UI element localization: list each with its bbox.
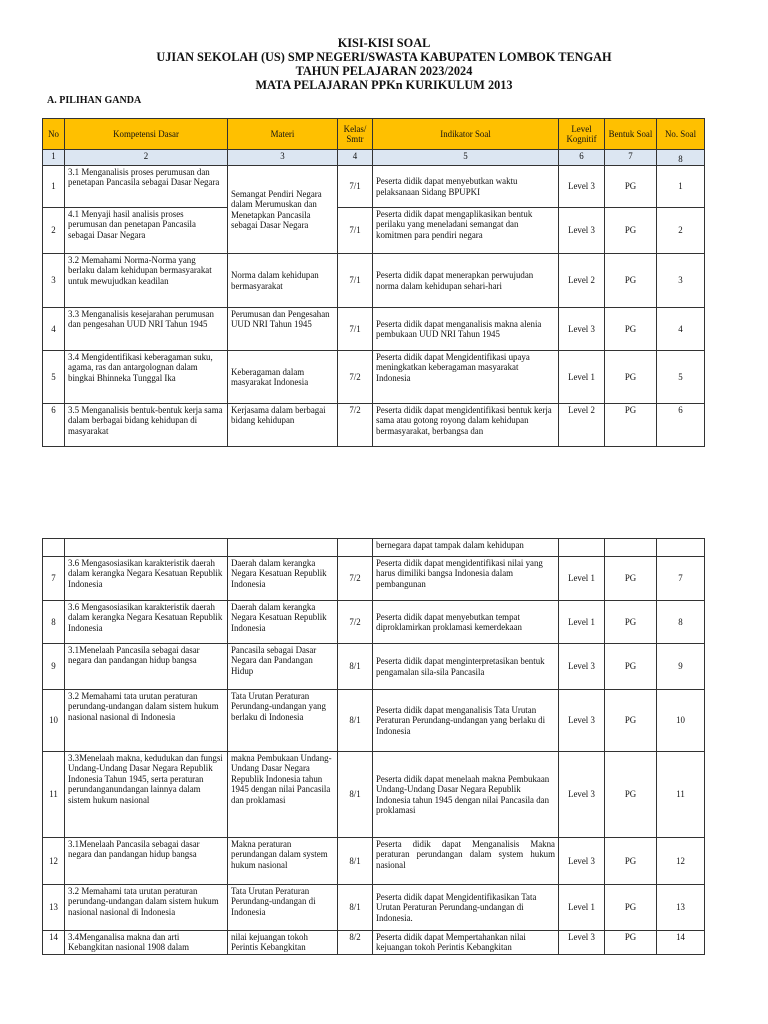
cell-bentuk: PG	[605, 601, 657, 644]
cell-kelas: 8/1	[338, 885, 373, 931]
school-year: TAHUN PELAJARAN 2023/2024	[295, 64, 473, 78]
table-row	[43, 166, 705, 208]
cell-kelas: 8/1	[338, 838, 373, 885]
cell-bentuk: PG	[605, 351, 657, 404]
cell-kd: 3.1Menelaah Pancasila sebagai dasar negara dan pandangan hidup bangsa	[65, 838, 228, 885]
cell-indikator: Peserta didik dapat menerapkan perwujudan norma dalam kehidupan sehari-hari	[373, 254, 559, 308]
cell-kelas: 7/1	[338, 208, 373, 254]
cell-indikator: Peserta didik dapat menganalisis makna alenia pembukaan UUD NRI Tahun 1945	[373, 308, 559, 351]
table-row	[43, 254, 705, 308]
table-row	[43, 404, 705, 447]
cell-bentuk: PG	[605, 690, 657, 752]
cell-materi: Daerah dalam kerangka Negara Kesatuan Republik Indonesia	[228, 601, 338, 644]
table-row	[43, 644, 705, 690]
cell-kelas: 7/1	[338, 166, 373, 208]
col-header-no: No	[43, 119, 65, 150]
cell-materi: Makna peraturan perundangan dalam system hukum nasional	[228, 838, 338, 885]
cell-materi: Pancasila sebagai Dasar Negara dan Pandangan Hidup	[228, 644, 338, 690]
cell-level: Level 2	[559, 404, 605, 447]
cell-indikator: Peserta didik dapat menyebutkan tempat diproklamirkan proklamasi kemerdekaan	[373, 601, 559, 644]
cell-nosoal: 14	[657, 931, 705, 955]
cell-no: 4	[43, 308, 65, 351]
cell-nosoal: 11	[657, 752, 705, 838]
cell-level: Level 1	[559, 557, 605, 601]
cell-bentuk: PG	[605, 885, 657, 931]
cell-indikator: Peserta didik dapat mengaplikasikan bentuk perilaku yang meneladani semangat dan komitmen para pendiri negara	[373, 208, 559, 254]
cell-kelas: 8/1	[338, 644, 373, 690]
cell-bentuk: PG	[605, 752, 657, 838]
cell-materi: Tata Urutan Peraturan Perundang-undangan di Indonesia	[228, 885, 338, 931]
cell-indikator: Peserta didik dapat Mengidentifikasi upaya meningkatkan keberagaman masyarakat Indonesia	[373, 351, 559, 404]
cell-no: 3	[43, 254, 65, 308]
cell-kd: 3.2 Memahami Norma-Norma yang berlaku dalam kehidupan bermasyarakat untuk mewujudkan keadilan	[65, 254, 228, 308]
cell-level: Level 1	[559, 885, 605, 931]
cell-level: Level 3	[559, 931, 605, 955]
col-header-materi: Materi	[228, 119, 338, 150]
cell-indikator: Peserta didik dapat mengidentifikasi bentuk kerja sama atau gotong royong dalam kehidupan bermasyarakat, berbangsa dan	[373, 404, 559, 447]
cell-indikator: Peserta didik dapat Mengidentifikasikan Tata Urutan Peraturan Perundang-undangan di Indonesia.	[373, 885, 559, 931]
cell-indikator: Peserta didik dapat menyebutkan waktu pelaksanaan Sidang BPUPKI	[373, 166, 559, 208]
cell-level: Level 1	[559, 601, 605, 644]
col-header-kelas: Kelas/ Smtr	[338, 119, 373, 150]
cell-nosoal: 7	[657, 557, 705, 601]
grid-table-page2	[42, 538, 705, 955]
cell-level: Level 3	[559, 308, 605, 351]
cell-nosoal: 3	[657, 254, 705, 308]
cell-kelas: 8/1	[338, 690, 373, 752]
cell-materi: makna Pembukaan Undang-Undang Dasar Negara Republik Indonesia tahun 1945 dengan nilai Pancasila dan proklamasi	[228, 752, 338, 838]
cell-bentuk: PG	[605, 166, 657, 208]
cell-no: 12	[43, 838, 65, 885]
cell-no: 10	[43, 690, 65, 752]
col-header-kompetensi: Kompetensi Dasar	[65, 119, 228, 150]
column-number-row	[43, 150, 705, 166]
table-row	[43, 351, 705, 404]
col-num: 3	[228, 150, 338, 166]
cell-kelas: 8/1	[338, 752, 373, 838]
cell-bentuk: PG	[605, 931, 657, 955]
cell-kd: 3.4Menganalisa makna dan arti Kebangkitan nasional 1908 dalam	[65, 931, 228, 955]
cell-kd: 3.5 Menganalisis bentuk-bentuk kerja sama dalam berbagai bidang kehidupan di masyarakat	[65, 404, 228, 447]
cell-kelas: 7/2	[338, 557, 373, 601]
cell-nosoal: 13	[657, 885, 705, 931]
cell-materi: nilai kejuangan tokoh Perintis Kebangkitan	[228, 931, 338, 955]
cell-kd: 3.3 Menganalisis kesejarahan perumusan dan pengesahan UUD NRI Tahun 1945	[65, 308, 228, 351]
cell-kd: 3.6 Mengasosiasikan karakteristik daerah dalam kerangka Negara Kesatuan Republik Indonesia	[65, 557, 228, 601]
cell-level: Level 1	[559, 351, 605, 404]
cell-kelas: 7/2	[338, 404, 373, 447]
col-header-bentuk: Bentuk Soal	[605, 119, 657, 150]
cell-level: Level 2	[559, 254, 605, 308]
col-num: 1	[43, 150, 65, 166]
cell-no: 11	[43, 752, 65, 838]
table-row	[43, 557, 705, 601]
cell-materi: Daerah dalam kerangka Negara Kesatuan Republik Indonesia	[228, 557, 338, 601]
cell-level: Level 3	[559, 838, 605, 885]
cell-bentuk: PG	[605, 557, 657, 601]
table-row	[43, 752, 705, 838]
col-num: 7	[605, 150, 657, 166]
continuation-row	[43, 539, 705, 557]
cell-level: Level 3	[559, 166, 605, 208]
cell-materi: Keberagaman dalam masyarakat Indonesia	[228, 351, 338, 404]
col-header-indikator: Indikator Soal	[373, 119, 559, 150]
table-row	[43, 690, 705, 752]
table-row	[43, 885, 705, 931]
section-heading: A. PILIHAN GANDA	[47, 95, 142, 106]
cell-no: 5	[43, 351, 65, 404]
cell-materi: Norma dalam kehidupan bermasyarakat	[228, 254, 338, 308]
cell-level: Level 3	[559, 208, 605, 254]
col-num: 6	[559, 150, 605, 166]
col-num: 4	[338, 150, 373, 166]
cell-nosoal: 1	[657, 166, 705, 208]
cell-no: 13	[43, 885, 65, 931]
cell-nosoal: 6	[657, 404, 705, 447]
subject-title: MATA PELAJARAN PPKn KURIKULUM 2013	[255, 78, 513, 92]
cell-level: Level 3	[559, 690, 605, 752]
cell-level: Level 3	[559, 644, 605, 690]
cell-bentuk: PG	[605, 308, 657, 351]
cell-nosoal: 9	[657, 644, 705, 690]
cell-materi: Kerjasama dalam berbagai bidang kehidupan	[228, 404, 338, 447]
cell-indikator: Peserta didik dapat Menganalisis Makna peraturan perundangan dalam system hukum nasional	[373, 838, 559, 885]
cell-kd: 3.6 Mengasosiasikan karakteristik daerah dalam kerangka Negara Kesatuan Republik Indonesia	[65, 601, 228, 644]
cell-no: 6	[43, 404, 65, 447]
cell-bentuk: PG	[605, 404, 657, 447]
cell-bentuk: PG	[605, 644, 657, 690]
col-num: 8	[657, 150, 705, 166]
exam-title: UJIAN SEKOLAH (US) SMP NEGERI/SWASTA KABUPATEN LOMBOK TENGAH	[156, 50, 612, 64]
cell-no: 9	[43, 644, 65, 690]
cell-indikator: Peserta didik dapat mengidentifikasi nilai yang harus dimiliki bangsa Indonesia dalam pembangunan	[373, 557, 559, 601]
cell-no: 7	[43, 557, 65, 601]
cell-kelas: 7/2	[338, 351, 373, 404]
table-row	[43, 601, 705, 644]
col-header-level: Level Kognitif	[559, 119, 605, 150]
cell-indikator: Peserta didik dapat menginterpretasikan bentuk pengamalan sila-sila Pancasila	[373, 644, 559, 690]
cell-kd: 3.4 Mengidentifikasi keberagaman suku, agama, ras dan antargolognan dalam bingkai Bhinneka Tunggal Ika	[65, 351, 228, 404]
cell-no: 8	[43, 601, 65, 644]
cell-bentuk: PG	[605, 838, 657, 885]
cell-no: 1	[43, 166, 65, 208]
cell-kd: 3.2 Memahami tata urutan peraturan perundang-undangan dalam sistem hukum nasional nasional di Indonesia	[65, 690, 228, 752]
doc-title: KISI-KISI SOAL	[337, 36, 431, 50]
cell-kelas: 7/2	[338, 601, 373, 644]
cell-no: 14	[43, 931, 65, 955]
cell-indikator-continued: bernegara dapat tampak dalam kehidupan	[373, 539, 559, 557]
col-num: 5	[373, 150, 559, 166]
header-row	[43, 119, 705, 150]
cell-materi: Perumusan dan Pengesahan UUD NRI Tahun 1945	[228, 308, 338, 351]
table-row	[43, 208, 705, 254]
table-row	[43, 838, 705, 885]
cell-indikator: Peserta didik dapat menganalisis Tata Urutan Peraturan Perundang-undangan yang berlaku di Indonesia	[373, 690, 559, 752]
cell-kd: 4.1 Menyaji hasil analisis proses perumusan dan penetapan Pancasila sebagai Dasar Negara	[65, 208, 228, 254]
col-num: 2	[65, 150, 228, 166]
table-row	[43, 931, 705, 955]
cell-nosoal: 12	[657, 838, 705, 885]
cell-nosoal: 8	[657, 601, 705, 644]
cell-materi: Semangat Pendiri Negara dalam Merumuskan dan Menetapkan Pancasila sebagai Dasar Negara	[228, 166, 338, 254]
grid-table-page1	[42, 118, 705, 447]
col-header-nosoal: No. Soal	[657, 119, 705, 150]
cell-kelas: 7/1	[338, 254, 373, 308]
cell-kelas: 8/2	[338, 931, 373, 955]
cell-nosoal: 4	[657, 308, 705, 351]
cell-level: Level 3	[559, 752, 605, 838]
cell-bentuk: PG	[605, 208, 657, 254]
cell-kd: 3.1Menelaah Pancasila sebagai dasar negara dan pandangan hidup bangsa	[65, 644, 228, 690]
table-row	[43, 308, 705, 351]
cell-kd: 3.2 Memahami tata urutan peraturan perundang-undangan dalam sistem hukum nasional nasional di Indonesia	[65, 885, 228, 931]
cell-kd: 3.1 Menganalisis proses perumusan dan penetapan Pancasila sebagai Dasar Negara	[65, 166, 228, 208]
cell-indikator: Peserta didik dapat Mempertahankan nilai kejuangan tokoh Perintis Kebangkitan	[373, 931, 559, 955]
cell-bentuk: PG	[605, 254, 657, 308]
cell-indikator: Peserta didik dapat menelaah makna Pembukaan Undang-Undang Dasar Negara Republik Indonesia tahun 1945 dengan nilai Pancasila dan proklamasi	[373, 752, 559, 838]
cell-nosoal: 2	[657, 208, 705, 254]
cell-kelas: 7/1	[338, 308, 373, 351]
cell-materi: Tata Urutan Peraturan Perundang-undangan yang berlaku di Indonesia	[228, 690, 338, 752]
cell-nosoal: 10	[657, 690, 705, 752]
cell-no: 2	[43, 208, 65, 254]
cell-kd: 3.3Menelaah makna, kedudukan dan fungsi Undang-Undang Dasar Negara Republik Indonesia Tahun 1945, serta peraturan perundanganundangan lainnya dalam sistem hukum nasional	[65, 752, 228, 838]
cell-nosoal: 5	[657, 351, 705, 404]
